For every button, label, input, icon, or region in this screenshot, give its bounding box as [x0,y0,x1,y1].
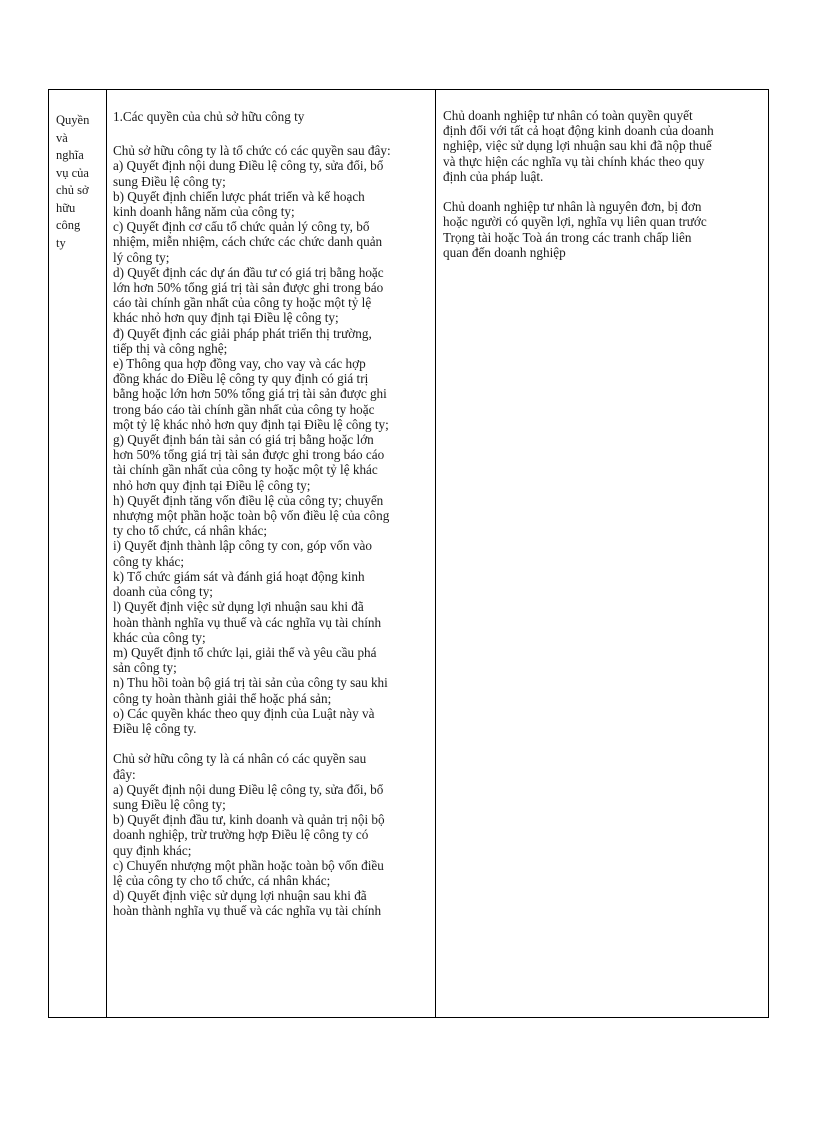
row-label-line: công [56,218,81,232]
row-label-line: vụ của [56,165,89,180]
text-line: d) Quyết định việc sử dụng lợi nhuận sau khi đã [113,888,367,904]
text-line: đ) Quyết định các giải pháp phát triển thị trường, [113,325,372,341]
text-line: quan đến doanh nghiệp [443,244,566,260]
text-line: h) Quyết định tăng vốn điều lệ của công ty; chuyển [113,492,384,508]
text-line: định của pháp luật. [443,168,544,184]
text-line: Chủ doanh nghiệp tư nhân là nguyên đơn, bị đơn [443,199,702,215]
text-line: hoàn thành nghĩa vụ thuế và các nghĩa vụ tài chính [113,903,382,919]
text-line: hoặc người có quyền lợi, nghĩa vụ liên quan trước [443,214,707,230]
text-line: g) Quyết định bán tài sản có giá trị bằng hoặc lớn [113,432,374,448]
text-line: k) Tổ chức giám sát và đánh giá hoạt động kinh [113,568,365,584]
text-line: c) Quyết định cơ cấu tổ chức quản lý công ty, bổ [113,219,370,235]
text-line: nhỏ hơn quy định tại Điều lệ công ty; [113,477,311,493]
text-line: d) Quyết định các dự án đầu tư có giá trị bằng hoặc [113,264,384,280]
text-line: i) Quyết định thành lập công ty con, góp vốn vào [113,538,372,554]
text-line: Chủ sở hữu công ty là tổ chức có các quyền sau đây: [113,143,391,159]
text-line: lớn hơn 50% tổng giá trị tài sản được ghi trong báo [113,280,384,296]
text-line: Điều lệ công ty. [113,720,197,736]
owner-rights-text [113,143,429,918]
comparison-table [48,89,769,1018]
row-label-line: Quyền [56,113,90,127]
text-line: bằng hoặc lớn hơn 50% tổng giá trị tài sản được ghi [113,386,387,402]
text-line: hoàn thành nghĩa vụ thuế và các nghĩa vụ tài chính [113,614,382,630]
text-line: b) Quyết định chiến lược phát triển và kế hoạch [113,188,365,204]
text-line: đây: [113,766,136,782]
text-line: trong báo cáo tài chính gần nhất của công ty hoặc [113,401,375,417]
text-line: nghiệp, việc sử dụng lợi nhuận sau khi đã nộp thuế [443,138,712,154]
row-label-line: nghĩa [56,148,84,162]
text-line: đồng khác do Điều lệ công ty quy định có giá trị [113,371,369,387]
text-line: quy định khác; [113,842,192,858]
text-line: và thực hiện các nghĩa vụ tài chính khác theo quy [443,153,705,169]
text-line: l) Quyết định việc sử dụng lợi nhuận sau khi đã [113,599,364,615]
text-line: a) Quyết định nội dung Điều lệ công ty, sửa đổi, bổ [113,158,384,174]
text-line: một tỷ lệ khác nhỏ hơn quy định tại Điều lệ công ty; [113,416,389,432]
row-label-line: chủ sở [56,183,89,197]
text-line: lệ của công ty cho tổ chức, cá nhân khác; [113,872,331,888]
text-line: khác nhỏ hơn quy định tại Điều lệ công ty; [113,310,339,326]
text-line: kinh doanh hằng năm của công ty; [113,204,295,220]
private-enterprise-cell [436,90,768,1017]
text-line: a) Quyết định nội dung Điều lệ công ty, sửa đổi, bổ [113,781,384,797]
text-line: doanh của công ty; [113,584,213,600]
text-line: công ty khác; [113,553,185,569]
text-line: Trọng tài hoặc Toà án trong các tranh chấp liên [443,229,692,245]
row-label-line: ty [56,235,66,250]
text-line: nhiệm, miễn nhiệm, cách chức các chức danh quản [113,234,383,250]
text-line: công ty hoàn thành giải thể hoặc phá sản; [113,690,332,706]
text-line: c) Chuyển nhượng một phần hoặc toàn bộ vốn điều [113,857,384,873]
text-line: lý công ty; [113,249,170,265]
text-line [443,184,762,199]
text-line: sung Điều lệ công ty; [113,173,226,189]
text-line: định đối với tất cả hoạt động kinh doanh của doanh [443,123,714,139]
text-line [113,736,429,751]
text-line: Chủ sở hữu công ty là cá nhân có các quyền sau [113,751,367,767]
section-heading: 1.Các quyền của chủ sở hữu công ty [113,109,305,124]
owner-rights-cell [107,90,436,1017]
text-line: n) Thu hồi toàn bộ giá trị tài sản của công ty sau khi [113,675,388,691]
text-line: tiếp thị và công nghệ; [113,340,228,356]
text-line: tài chính gần nhất của công ty hoặc một tỷ lệ khác [113,462,378,478]
row-label-line: và [56,130,68,145]
text-line: o) Các quyền khác theo quy định của Luật này và [113,705,375,721]
text-line: sung Điều lệ công ty; [113,796,226,812]
text-line: e) Thông qua hợp đồng vay, cho vay và các hợp [113,356,366,372]
text-line: Chủ doanh nghiệp tư nhân có toàn quyền quyết [443,108,693,123]
text-line: hơn 50% tổng giá trị tài sản được ghi trong báo cáo [113,447,385,463]
row-label-line: hữu [56,200,76,215]
row-label-cell [49,90,107,1017]
text-line: nhượng một phần hoặc toàn bộ vốn điều lệ của công [113,508,390,524]
text-line: khác của công ty; [113,629,206,645]
text-line: doanh nghiệp, trừ trường hợp Điều lệ công ty có [113,827,369,843]
text-line: ty cho tổ chức, cá nhân khác; [113,523,267,539]
text-line: cáo tài chính gần nhất của công ty hoặc một tỷ lệ [113,295,372,311]
text-line: b) Quyết định đầu tư, kinh doanh và quản trị nội bộ [113,812,385,828]
text-line: sản công ty; [113,660,177,676]
text-line: m) Quyết định tổ chức lại, giải thể và yêu cầu phá [113,644,377,660]
